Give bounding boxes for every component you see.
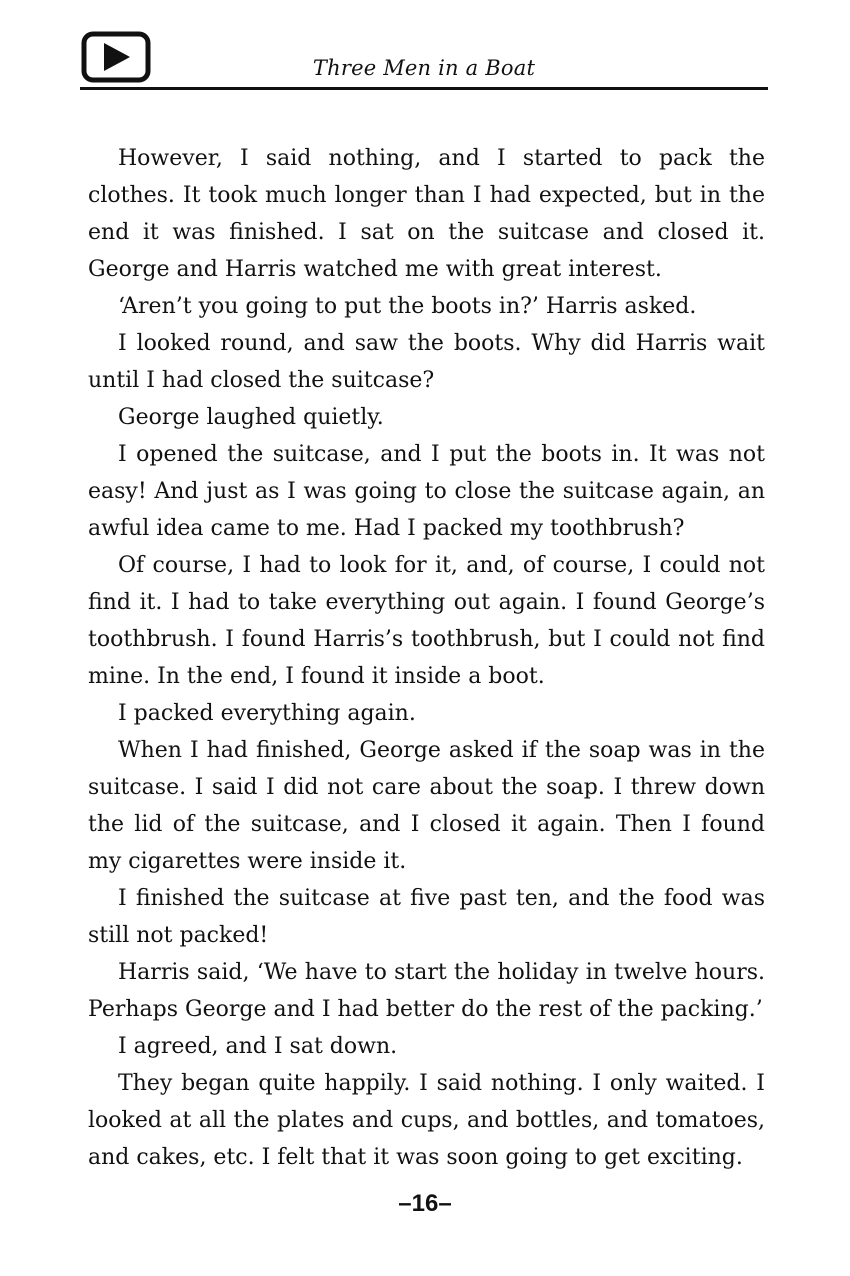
paragraph: Of course, I had to look for it, and, of course, I could not find it. I had to take everything out again. I found George’s toothbrush. I found Harris’s toothbrush, but I could not find mine. In the end, I found it inside a boot. <box>88 553 765 689</box>
paragraph: I finished the suitcase at five past ten, and the food was still not packed! <box>88 886 765 948</box>
paragraph: However, I said nothing, and I started to pack the clothes. It took much longer than I had expected, but in the end it was finished. I sat on the suitcase and closed it. George and Harris watched me with great interest. <box>88 146 765 282</box>
paragraph: I packed everything again. <box>118 701 416 726</box>
running-title: Three Men in a Boat <box>312 56 536 80</box>
body-text <box>88 140 765 1176</box>
page-number: –16– <box>398 1190 452 1217</box>
paragraph: I agreed, and I sat down. <box>118 1034 398 1059</box>
paragraph: George laughed quietly. <box>118 405 384 430</box>
page-header <box>80 26 768 90</box>
header-rule <box>80 87 768 90</box>
paragraph: ‘Aren’t you going to put the boots in?’ Harris asked. <box>118 294 697 319</box>
paragraph: I looked round, and saw the boots. Why did Harris wait until I had closed the suitcase? <box>88 331 765 393</box>
paragraph: Harris said, ‘We have to start the holiday in twelve hours. Perhaps George and I had better do the rest of the packing.’ <box>88 960 765 1022</box>
paragraph: When I had finished, George asked if the soap was in the suitcase. I said I did not care about the soap. I threw down the lid of the suitcase, and I closed it again. Then I found my cigarettes were inside it. <box>88 738 765 874</box>
paragraph: They began quite happily. I said nothing. I only waited. I looked at all the plates and cups, and bottles, and tomatoes, and cakes, etc. I felt that it was soon going to get exciting. <box>88 1071 765 1170</box>
paragraph: I opened the suitcase, and I put the boots in. It was not easy! And just as I was going to close the suitcase again, an awful idea came to me. Had I packed my toothbrush? <box>88 442 765 541</box>
